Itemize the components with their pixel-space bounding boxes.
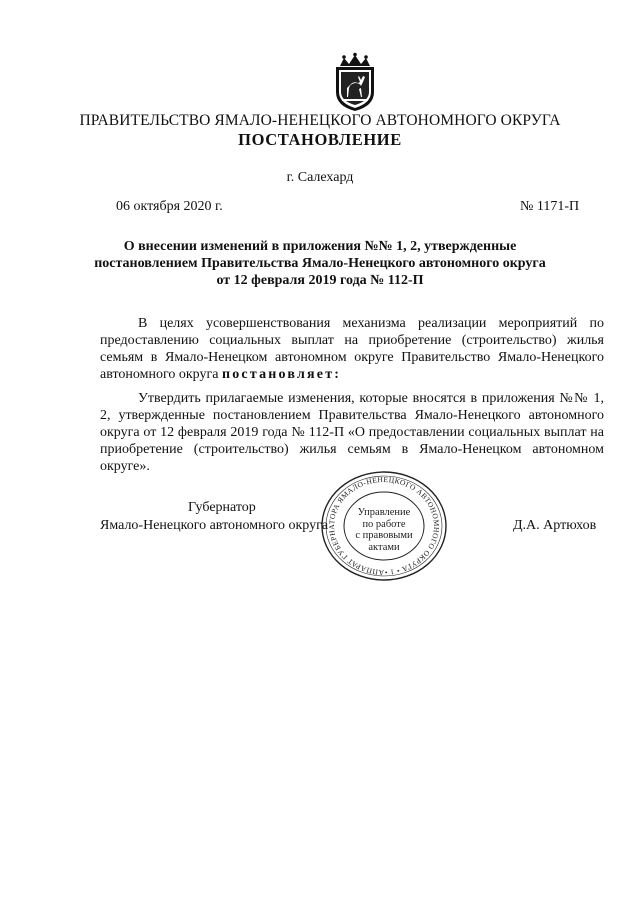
stamp-ring-text: АППАРАТ ГУБЕРНАТОРА ЯМАЛО-НЕНЕЦКОГО АВТОНОМНОГО ОКРУГА • 1 • (326, 474, 442, 578)
preamble-text: В целях усовершенствования механизма реализации мероприятий по предоставлению социальных выплат на приобретение (строительство) жилья семьям в Ямало-Ненецком автономном округе Правительство Ямало-Ненецкого автономного округа (100, 316, 604, 382)
city-label: г. Салехард (286, 170, 354, 185)
stamp-line: актами (368, 541, 400, 553)
government-title: ПРАВИТЕЛЬСТВО ЯМАЛО-НЕНЕЦКОГО АВТОНОМНОГО ОКРУГА (79, 112, 561, 129)
stamp-line: с правовыми (355, 530, 413, 541)
coat-of-arms-icon (328, 52, 382, 112)
signer-position-line: Ямало-Ненецкого автономного округа (100, 518, 329, 533)
document-title-line: постановлением Правительства Ямало-Ненецкого автономного округа (94, 256, 546, 271)
signer-position-line: Губернатор (188, 500, 256, 515)
stamp-line: Управление (357, 507, 411, 518)
document-title-line: от 12 февраля 2019 года № 112-П (216, 273, 424, 288)
stamp-line: по работе (362, 518, 406, 530)
document-number: № 1171-П (520, 199, 580, 214)
resolves-emphasis: постановляет: (221, 367, 342, 382)
resolution-paragraph: Утвердить прилагаемые изменения, которые вносятся в приложения №№ 1, 2, утвержденные постановлением Правительства Ямало-Ненецкого автономного округа от 12 февраля 2019 года № 112-П «О предоставлении социальных выплат на приобретение (строительство) жилья семьям в Ямало-Ненецком автономном округе». (100, 391, 604, 474)
stamp-center-text (330, 507, 438, 553)
document-title-line: О внесении изменений в приложения №№ 1, 2, утвержденные (123, 239, 517, 254)
document-date: 06 октября 2020 г. (116, 199, 223, 214)
document-type-heading: ПОСТАНОВЛЕНИЕ (238, 130, 402, 149)
preamble-paragraph (100, 315, 604, 383)
signer-name: Д.А. Артюхов (513, 518, 597, 533)
